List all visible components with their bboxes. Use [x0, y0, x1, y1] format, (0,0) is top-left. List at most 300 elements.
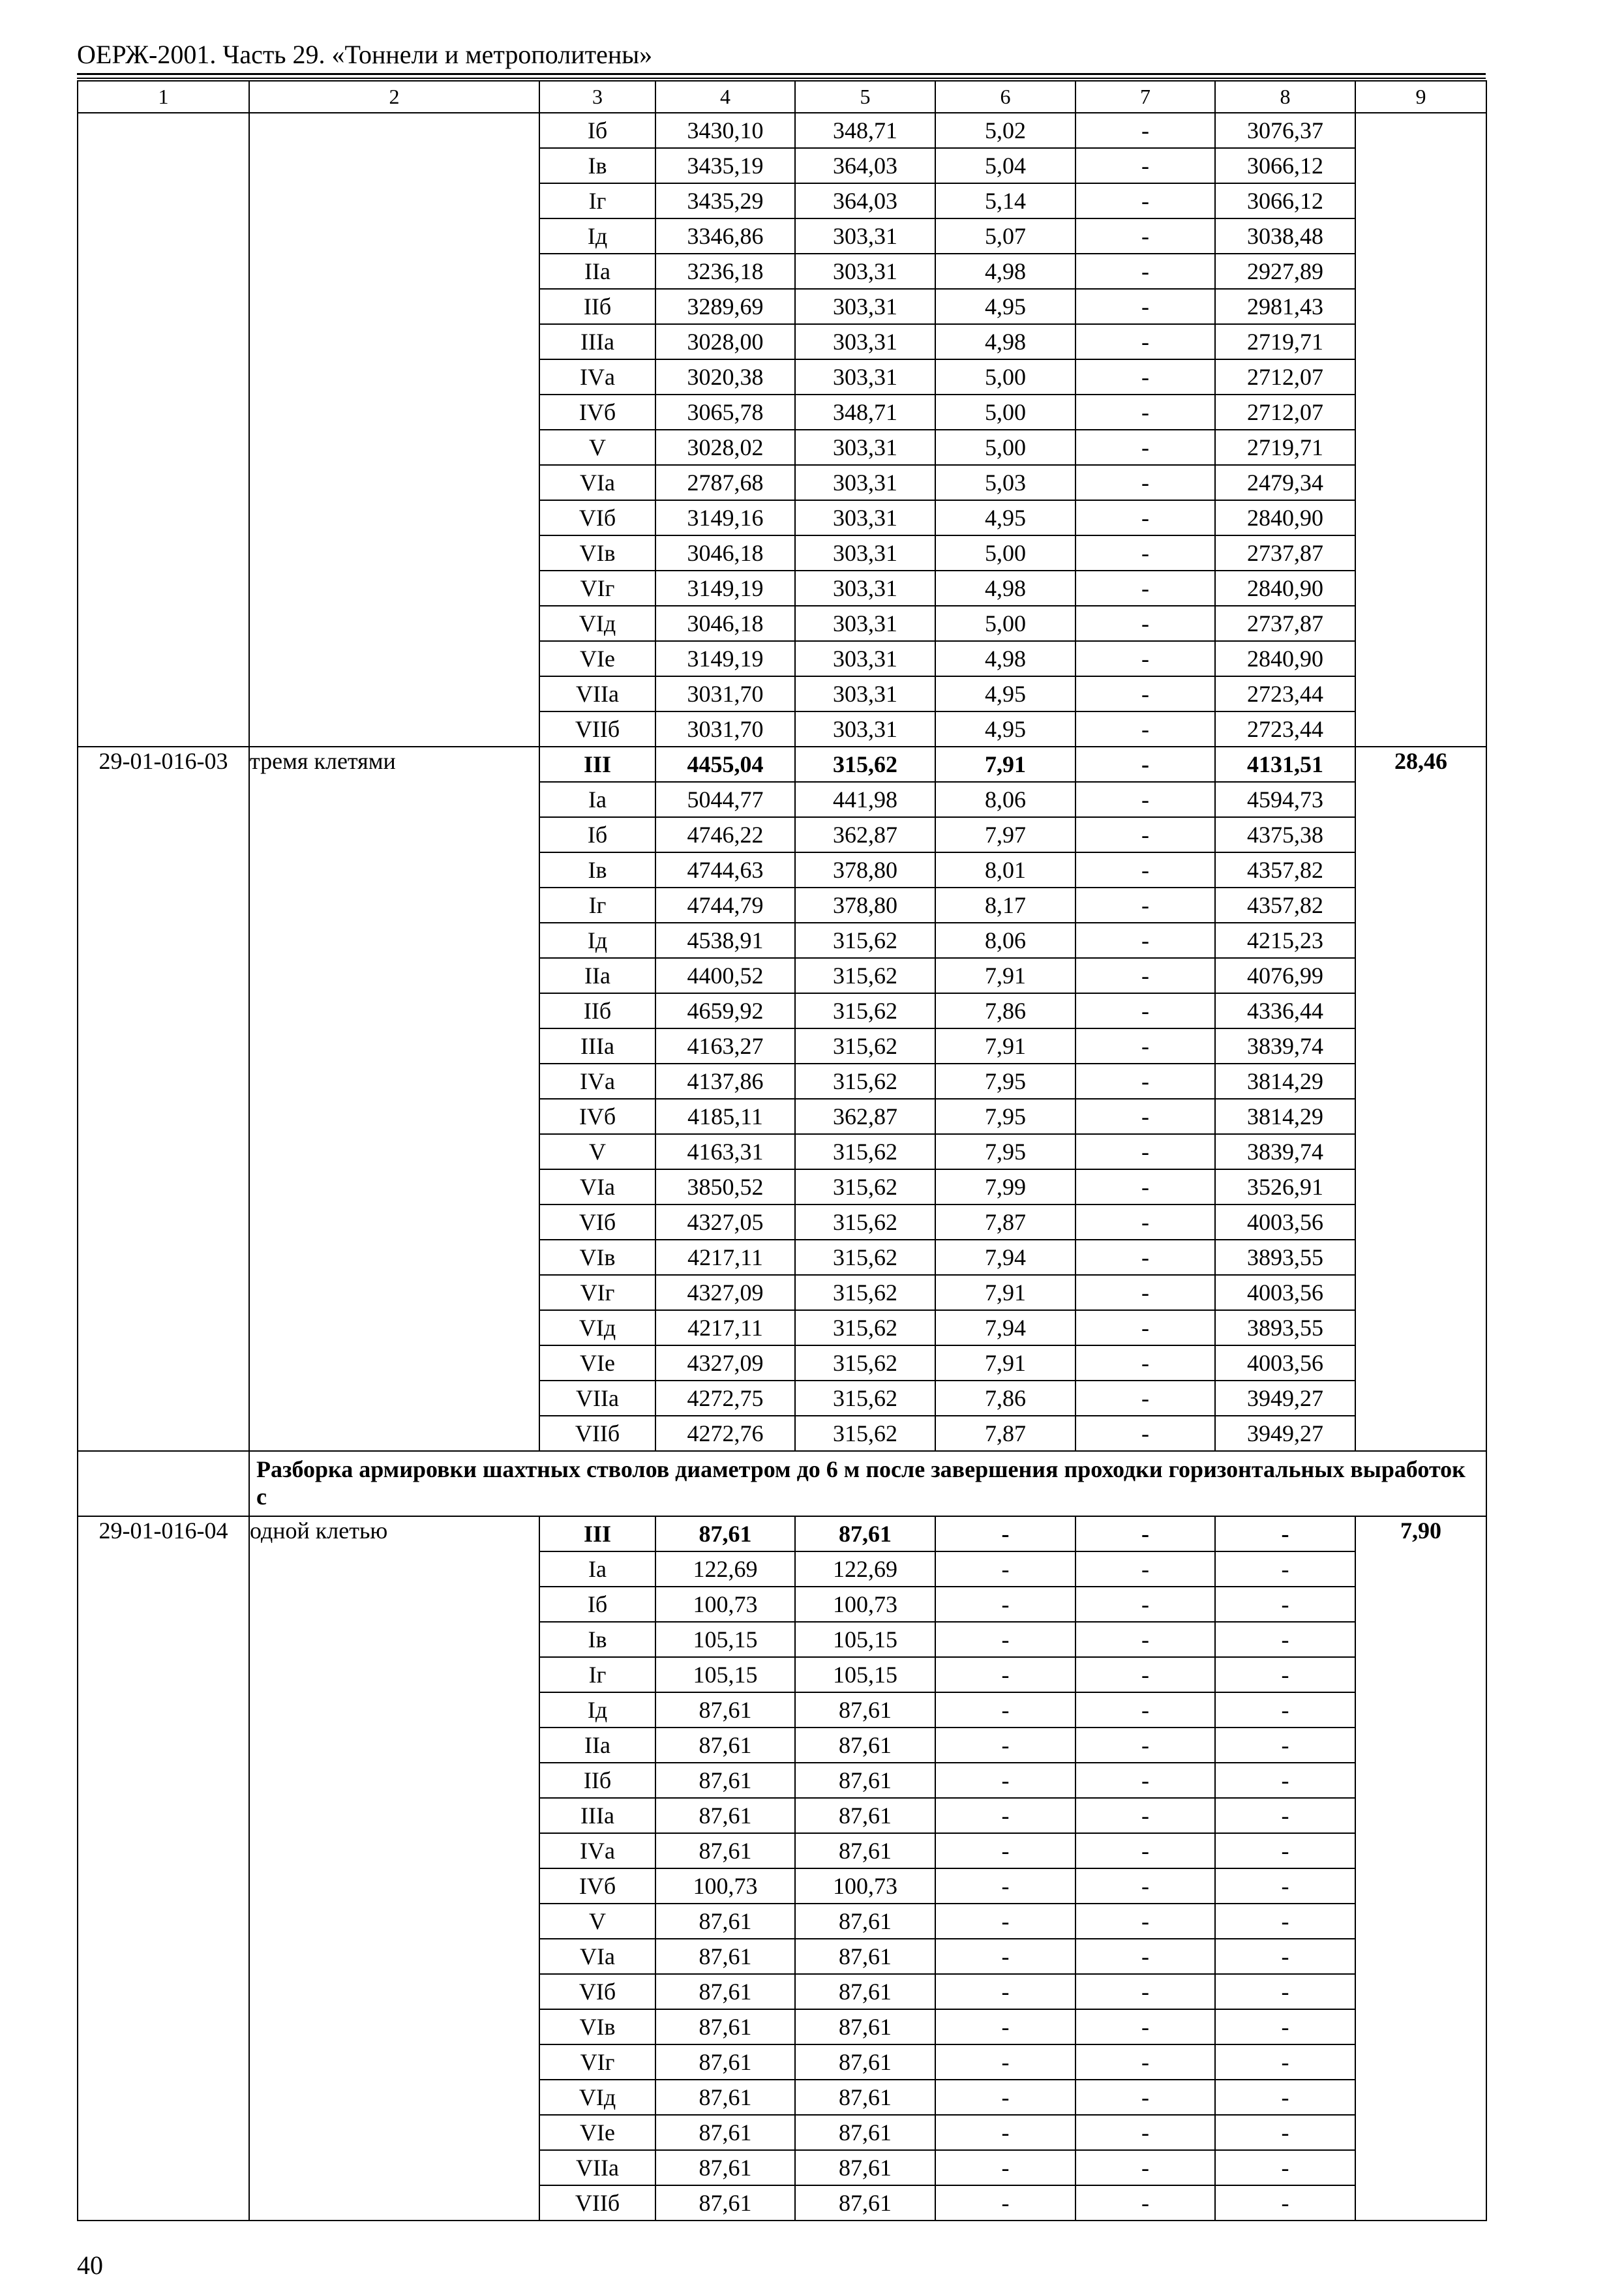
driver-wage-cell: - [1075, 993, 1215, 1028]
zone-cell: IVа [539, 1833, 655, 1868]
material-cost-cell: 3839,74 [1215, 1134, 1355, 1169]
labor-cost-cell: 87,61 [795, 2044, 935, 2080]
driver-wage-cell: - [1075, 2150, 1215, 2185]
direct-cost-cell: 87,61 [655, 2115, 795, 2150]
driver-wage-cell: - [1075, 1345, 1215, 1381]
zone-cell: VIIб [539, 711, 655, 747]
driver-wage-cell: - [1075, 1240, 1215, 1275]
zone-cell: VIа [539, 465, 655, 500]
machine-cost-cell: - [935, 1587, 1075, 1622]
material-cost-cell: - [1215, 1657, 1355, 1692]
page-number: 40 [77, 2251, 103, 2280]
labor-cost-cell: 87,61 [795, 2185, 935, 2221]
material-cost-cell: 4003,56 [1215, 1345, 1355, 1381]
direct-cost-cell: 4744,63 [655, 852, 795, 888]
material-cost-cell: 2737,87 [1215, 606, 1355, 641]
rate-code: 29-01-016-04 [78, 1516, 249, 2221]
driver-wage-cell: - [1075, 641, 1215, 676]
direct-cost-cell: 87,61 [655, 1798, 795, 1833]
column-header: 8 [1215, 81, 1355, 113]
labor-cost-cell: 364,03 [795, 148, 935, 183]
machine-cost-cell: 8,06 [935, 923, 1075, 958]
zone-cell: VIв [539, 535, 655, 571]
direct-cost-cell: 3435,29 [655, 183, 795, 218]
zone-cell: Iб [539, 1587, 655, 1622]
rate-name: одной клетью [249, 1516, 539, 2221]
machine-cost-cell: - [935, 1904, 1075, 1939]
driver-wage-cell: - [1075, 817, 1215, 852]
labor-cost-cell: 87,61 [795, 1833, 935, 1868]
material-cost-cell: 2840,90 [1215, 500, 1355, 535]
zone-cell: IIIа [539, 1028, 655, 1064]
labor-cost-cell: 348,71 [795, 113, 935, 148]
labor-cost-cell: 378,80 [795, 852, 935, 888]
driver-wage-cell: - [1075, 2185, 1215, 2221]
direct-cost-cell: 3236,18 [655, 254, 795, 289]
direct-cost-cell: 5044,77 [655, 782, 795, 817]
labor-cost-cell: 315,62 [795, 1275, 935, 1310]
material-cost-cell: 2712,07 [1215, 395, 1355, 430]
section-title-row [78, 1451, 1486, 1516]
zone-cell: VIа [539, 1169, 655, 1204]
column-header: 6 [935, 81, 1075, 113]
material-cost-cell: - [1215, 2044, 1355, 2080]
labor-cost-cell: 105,15 [795, 1622, 935, 1657]
direct-cost-cell: 4185,11 [655, 1099, 795, 1134]
machine-cost-cell: 4,98 [935, 571, 1075, 606]
machine-cost-cell: - [935, 2185, 1075, 2221]
labor-cost-cell: 87,61 [795, 2080, 935, 2115]
direct-cost-cell: 87,61 [655, 2080, 795, 2115]
zone-cell: IVб [539, 395, 655, 430]
labor-cost-cell: 87,61 [795, 1692, 935, 1728]
table-row [78, 747, 1486, 782]
driver-wage-cell: - [1075, 535, 1215, 571]
material-cost-cell: 3076,37 [1215, 113, 1355, 148]
machine-cost-cell: 5,03 [935, 465, 1075, 500]
machine-cost-cell: 4,98 [935, 254, 1075, 289]
driver-wage-cell: - [1075, 113, 1215, 148]
labor-cost-cell: 303,31 [795, 535, 935, 571]
direct-cost-cell: 4217,11 [655, 1240, 795, 1275]
material-cost-cell: 4357,82 [1215, 852, 1355, 888]
zone-cell: VIг [539, 2044, 655, 2080]
driver-wage-cell: - [1075, 1275, 1215, 1310]
direct-cost-cell: 3031,70 [655, 676, 795, 711]
driver-wage-cell: - [1075, 2009, 1215, 2044]
machine-cost-cell: - [935, 1939, 1075, 1974]
zone-cell: IIб [539, 993, 655, 1028]
driver-wage-cell: - [1075, 148, 1215, 183]
direct-cost-cell: 87,61 [655, 2150, 795, 2185]
direct-cost-cell: 87,61 [655, 1904, 795, 1939]
labor-cost-cell: 303,31 [795, 324, 935, 359]
material-cost-cell: - [1215, 2185, 1355, 2221]
machine-cost-cell: 7,91 [935, 958, 1075, 993]
labor-cost-cell: 303,31 [795, 218, 935, 254]
zone-cell: VIе [539, 641, 655, 676]
driver-wage-cell: - [1075, 1692, 1215, 1728]
material-cost-cell: 4003,56 [1215, 1275, 1355, 1310]
machine-cost-cell: 7,87 [935, 1416, 1075, 1451]
direct-cost-cell: 3346,86 [655, 218, 795, 254]
driver-wage-cell: - [1075, 958, 1215, 993]
rate-code [78, 113, 249, 747]
material-cost-cell: 4131,51 [1215, 747, 1355, 782]
machine-cost-cell: - [935, 1833, 1075, 1868]
driver-wage-cell: - [1075, 2115, 1215, 2150]
machine-cost-cell: - [935, 2080, 1075, 2115]
material-cost-cell: 4357,82 [1215, 888, 1355, 923]
machine-cost-cell: 7,95 [935, 1064, 1075, 1099]
labor-cost-cell: 303,31 [795, 430, 935, 465]
labor-cost-cell: 315,62 [795, 958, 935, 993]
direct-cost-cell: 4538,91 [655, 923, 795, 958]
direct-cost-cell: 105,15 [655, 1657, 795, 1692]
material-cost-cell: 4215,23 [1215, 923, 1355, 958]
machine-cost-cell: 7,95 [935, 1134, 1075, 1169]
machine-cost-cell: - [935, 1516, 1075, 1551]
driver-wage-cell: - [1075, 1939, 1215, 1974]
column-header: 1 [78, 81, 249, 113]
labor-cost-cell: 303,31 [795, 359, 935, 395]
labor-cost-cell: 303,31 [795, 606, 935, 641]
machine-cost-cell: - [935, 2044, 1075, 2080]
zone-cell: V [539, 430, 655, 465]
direct-cost-cell: 4327,09 [655, 1345, 795, 1381]
labor-cost-cell: 362,87 [795, 817, 935, 852]
direct-cost-cell: 3031,70 [655, 711, 795, 747]
driver-wage-cell: - [1075, 852, 1215, 888]
driver-wage-cell: - [1075, 500, 1215, 535]
labor-cost-cell: 303,31 [795, 676, 935, 711]
driver-wage-cell: - [1075, 1974, 1215, 2009]
zone-cell: VIд [539, 606, 655, 641]
zone-cell: VIв [539, 1240, 655, 1275]
machine-cost-cell: - [935, 1798, 1075, 1833]
labor-cost-cell: 364,03 [795, 183, 935, 218]
material-cost-cell: - [1215, 2115, 1355, 2150]
driver-wage-cell: - [1075, 1064, 1215, 1099]
driver-wage-cell: - [1075, 1416, 1215, 1451]
zone-cell: IVа [539, 359, 655, 395]
driver-wage-cell: - [1075, 1728, 1215, 1763]
material-cost-cell: - [1215, 1692, 1355, 1728]
machine-cost-cell: - [935, 1622, 1075, 1657]
machine-cost-cell: 4,95 [935, 500, 1075, 535]
labor-cost-cell: 315,62 [795, 1134, 935, 1169]
driver-wage-cell: - [1075, 606, 1215, 641]
column-header-row [78, 81, 1486, 113]
zone-cell: Iб [539, 817, 655, 852]
driver-wage-cell: - [1075, 923, 1215, 958]
labor-cost-cell: 315,62 [795, 1345, 935, 1381]
direct-cost-cell: 3046,18 [655, 606, 795, 641]
rate-name: тремя клетями [249, 747, 539, 1451]
column-header: 4 [655, 81, 795, 113]
direct-cost-cell: 105,15 [655, 1622, 795, 1657]
labor-cost-cell: 315,62 [795, 747, 935, 782]
direct-cost-cell: 87,61 [655, 1974, 795, 2009]
material-cost-cell: - [1215, 1551, 1355, 1587]
direct-cost-cell: 3028,00 [655, 324, 795, 359]
machine-cost-cell: 8,17 [935, 888, 1075, 923]
driver-wage-cell: - [1075, 289, 1215, 324]
labor-cost-cell: 122,69 [795, 1551, 935, 1587]
material-cost-cell: 3066,12 [1215, 183, 1355, 218]
material-cost-cell: 2840,90 [1215, 571, 1355, 606]
section-blank-cell [78, 1451, 249, 1516]
driver-wage-cell: - [1075, 571, 1215, 606]
labor-hours-cell [1355, 113, 1486, 747]
machine-cost-cell: - [935, 1692, 1075, 1728]
machine-cost-cell: - [935, 2150, 1075, 2185]
driver-wage-cell: - [1075, 1868, 1215, 1904]
driver-wage-cell: - [1075, 254, 1215, 289]
machine-cost-cell: 4,95 [935, 711, 1075, 747]
labor-cost-cell: 87,61 [795, 2115, 935, 2150]
labor-cost-cell: 303,31 [795, 711, 935, 747]
machine-cost-cell: 7,99 [935, 1169, 1075, 1204]
machine-cost-cell: 7,94 [935, 1310, 1075, 1345]
zone-cell: IVб [539, 1099, 655, 1134]
driver-wage-cell: - [1075, 1134, 1215, 1169]
material-cost-cell: 2719,71 [1215, 324, 1355, 359]
zone-cell: VIIа [539, 1381, 655, 1416]
zone-cell: Iд [539, 218, 655, 254]
zone-cell: IIб [539, 1763, 655, 1798]
labor-cost-cell: 315,62 [795, 1310, 935, 1345]
labor-cost-cell: 100,73 [795, 1868, 935, 1904]
direct-cost-cell: 100,73 [655, 1587, 795, 1622]
zone-cell: Iб [539, 113, 655, 148]
material-cost-cell: - [1215, 1974, 1355, 2009]
labor-cost-cell: 87,61 [795, 1974, 935, 2009]
material-cost-cell: 2981,43 [1215, 289, 1355, 324]
material-cost-cell: - [1215, 1939, 1355, 1974]
driver-wage-cell: - [1075, 430, 1215, 465]
table-row [78, 113, 1486, 148]
machine-cost-cell: - [935, 2115, 1075, 2150]
machine-cost-cell: - [935, 1974, 1075, 2009]
material-cost-cell: 3526,91 [1215, 1169, 1355, 1204]
header-rule-thin [77, 78, 1486, 79]
driver-wage-cell: - [1075, 1551, 1215, 1587]
zone-cell: IIа [539, 254, 655, 289]
zone-cell: Iа [539, 1551, 655, 1587]
zone-cell: VIе [539, 1345, 655, 1381]
direct-cost-cell: 87,61 [655, 1833, 795, 1868]
zone-cell: IIа [539, 1728, 655, 1763]
direct-cost-cell: 4400,52 [655, 958, 795, 993]
machine-cost-cell: 7,91 [935, 1275, 1075, 1310]
labor-cost-cell: 315,62 [795, 923, 935, 958]
direct-cost-cell: 3149,19 [655, 641, 795, 676]
material-cost-cell: - [1215, 1622, 1355, 1657]
labor-cost-cell: 362,87 [795, 1099, 935, 1134]
machine-cost-cell: 7,91 [935, 1345, 1075, 1381]
machine-cost-cell: - [935, 1868, 1075, 1904]
machine-cost-cell: 8,01 [935, 852, 1075, 888]
machine-cost-cell: - [935, 1763, 1075, 1798]
labor-cost-cell: 315,62 [795, 993, 935, 1028]
driver-wage-cell: - [1075, 888, 1215, 923]
zone-cell: III [539, 1516, 655, 1551]
material-cost-cell: - [1215, 1868, 1355, 1904]
column-header: 5 [795, 81, 935, 113]
direct-cost-cell: 4327,09 [655, 1275, 795, 1310]
labor-cost-cell: 105,15 [795, 1657, 935, 1692]
material-cost-cell: 3066,12 [1215, 148, 1355, 183]
driver-wage-cell: - [1075, 782, 1215, 817]
machine-cost-cell: 5,07 [935, 218, 1075, 254]
labor-cost-cell: 87,61 [795, 1939, 935, 1974]
column-header: 3 [539, 81, 655, 113]
material-cost-cell: 4594,73 [1215, 782, 1355, 817]
direct-cost-cell: 87,61 [655, 1728, 795, 1763]
zone-cell: VIб [539, 1204, 655, 1240]
zone-cell: VIIб [539, 1416, 655, 1451]
zone-cell: VIб [539, 1974, 655, 2009]
zone-cell: IIIа [539, 1798, 655, 1833]
machine-cost-cell: 4,98 [935, 324, 1075, 359]
machine-cost-cell: - [935, 1657, 1075, 1692]
material-cost-cell: 2840,90 [1215, 641, 1355, 676]
direct-cost-cell: 87,61 [655, 2044, 795, 2080]
zone-cell: Iг [539, 1657, 655, 1692]
zone-cell: VIд [539, 2080, 655, 2115]
zone-cell: V [539, 1904, 655, 1939]
column-header: 2 [249, 81, 539, 113]
direct-cost-cell: 87,61 [655, 2185, 795, 2221]
labor-cost-cell: 348,71 [795, 395, 935, 430]
zone-cell: Iг [539, 888, 655, 923]
direct-cost-cell: 4272,76 [655, 1416, 795, 1451]
driver-wage-cell: - [1075, 2044, 1215, 2080]
material-cost-cell: 2719,71 [1215, 430, 1355, 465]
driver-wage-cell: - [1075, 1763, 1215, 1798]
machine-cost-cell: 5,00 [935, 359, 1075, 395]
direct-cost-cell: 2787,68 [655, 465, 795, 500]
machine-cost-cell: 7,86 [935, 1381, 1075, 1416]
column-header: 7 [1075, 81, 1215, 113]
machine-cost-cell: 4,95 [935, 676, 1075, 711]
material-cost-cell: 2723,44 [1215, 711, 1355, 747]
driver-wage-cell: - [1075, 218, 1215, 254]
zone-cell: IIб [539, 289, 655, 324]
driver-wage-cell: - [1075, 1169, 1215, 1204]
driver-wage-cell: - [1075, 676, 1215, 711]
direct-cost-cell: 3065,78 [655, 395, 795, 430]
zone-cell: Iд [539, 923, 655, 958]
material-cost-cell: - [1215, 1587, 1355, 1622]
labor-hours-cell: 7,90 [1355, 1516, 1486, 2221]
material-cost-cell: 2712,07 [1215, 359, 1355, 395]
driver-wage-cell: - [1075, 711, 1215, 747]
material-cost-cell: 2927,89 [1215, 254, 1355, 289]
labor-hours-cell: 28,46 [1355, 747, 1486, 1451]
zone-cell: VIа [539, 1939, 655, 1974]
labor-cost-cell: 315,62 [795, 1028, 935, 1064]
rates-table [77, 80, 1487, 2221]
direct-cost-cell: 4163,31 [655, 1134, 795, 1169]
driver-wage-cell: - [1075, 395, 1215, 430]
material-cost-cell: - [1215, 1516, 1355, 1551]
labor-cost-cell: 441,98 [795, 782, 935, 817]
driver-wage-cell: - [1075, 1622, 1215, 1657]
labor-cost-cell: 87,61 [795, 1798, 935, 1833]
zone-cell: Iг [539, 183, 655, 218]
labor-cost-cell: 100,73 [795, 1587, 935, 1622]
direct-cost-cell: 4455,04 [655, 747, 795, 782]
direct-cost-cell: 4163,27 [655, 1028, 795, 1064]
labor-cost-cell: 315,62 [795, 1416, 935, 1451]
driver-wage-cell: - [1075, 465, 1215, 500]
zone-cell: Iа [539, 782, 655, 817]
table-row [78, 1516, 1486, 1551]
page-header: ОЕРЖ-2001. Часть 29. «Тоннели и метрополитены» [77, 40, 653, 69]
zone-cell: VIIа [539, 676, 655, 711]
zone-cell: VIIб [539, 2185, 655, 2221]
zone-cell: Iд [539, 1692, 655, 1728]
driver-wage-cell: - [1075, 359, 1215, 395]
direct-cost-cell: 87,61 [655, 2009, 795, 2044]
direct-cost-cell: 4659,92 [655, 993, 795, 1028]
machine-cost-cell: 7,86 [935, 993, 1075, 1028]
machine-cost-cell: 5,00 [935, 395, 1075, 430]
labor-cost-cell: 303,31 [795, 641, 935, 676]
zone-cell: Iв [539, 148, 655, 183]
machine-cost-cell: 4,95 [935, 289, 1075, 324]
direct-cost-cell: 3046,18 [655, 535, 795, 571]
direct-cost-cell: 3028,02 [655, 430, 795, 465]
direct-cost-cell: 3435,19 [655, 148, 795, 183]
material-cost-cell: - [1215, 2150, 1355, 2185]
direct-cost-cell: 4746,22 [655, 817, 795, 852]
material-cost-cell: 4003,56 [1215, 1204, 1355, 1240]
zone-cell: IIIа [539, 324, 655, 359]
machine-cost-cell: - [935, 2009, 1075, 2044]
labor-cost-cell: 87,61 [795, 1904, 935, 1939]
rate-code: 29-01-016-03 [78, 747, 249, 1451]
direct-cost-cell: 87,61 [655, 1692, 795, 1728]
machine-cost-cell: 5,00 [935, 535, 1075, 571]
zone-cell: Iв [539, 1622, 655, 1657]
direct-cost-cell: 3289,69 [655, 289, 795, 324]
machine-cost-cell: 7,91 [935, 1028, 1075, 1064]
machine-cost-cell: - [935, 1551, 1075, 1587]
labor-cost-cell: 315,62 [795, 1240, 935, 1275]
machine-cost-cell: 7,97 [935, 817, 1075, 852]
zone-cell: VIг [539, 1275, 655, 1310]
labor-cost-cell: 303,31 [795, 500, 935, 535]
material-cost-cell: 3893,55 [1215, 1240, 1355, 1275]
material-cost-cell: 3893,55 [1215, 1310, 1355, 1345]
material-cost-cell: 3814,29 [1215, 1099, 1355, 1134]
material-cost-cell: - [1215, 2009, 1355, 2044]
machine-cost-cell: - [935, 1728, 1075, 1763]
direct-cost-cell: 4327,05 [655, 1204, 795, 1240]
column-header: 9 [1355, 81, 1486, 113]
machine-cost-cell: 7,87 [935, 1204, 1075, 1240]
machine-cost-cell: 5,14 [935, 183, 1075, 218]
material-cost-cell: - [1215, 1833, 1355, 1868]
material-cost-cell: 2737,87 [1215, 535, 1355, 571]
direct-cost-cell: 100,73 [655, 1868, 795, 1904]
direct-cost-cell: 4217,11 [655, 1310, 795, 1345]
machine-cost-cell: 4,98 [935, 641, 1075, 676]
zone-cell: VIб [539, 500, 655, 535]
